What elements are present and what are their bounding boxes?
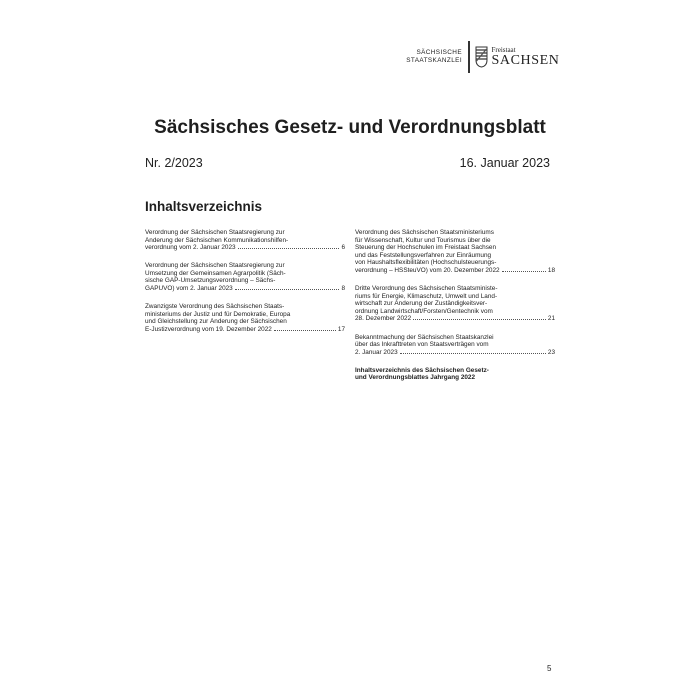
toc-entry-last-line xyxy=(145,285,345,293)
toc-entry-line: Umsetzung der Gemeinsamen Agrarpolitik (Säch- xyxy=(145,269,286,277)
document-title: Sächsisches Gesetz- und Verordnungsblatt xyxy=(154,117,546,138)
toc-entry-annual-index[interactable] xyxy=(355,367,555,382)
toc-entry-line: E-Justizverordnung vom 19. Dezember 2022 xyxy=(145,325,272,333)
toc-heading: Inhaltsverzeichnis xyxy=(145,199,263,214)
toc-entry[interactable] xyxy=(145,229,345,252)
toc-entry-last-line xyxy=(355,315,555,323)
toc-entry[interactable] xyxy=(145,303,345,333)
toc-entry-page: 23 xyxy=(547,348,555,356)
toc-entry-line: sische GAP-Umsetzungsverordnung – Sächs- xyxy=(145,277,276,285)
toc-entry[interactable] xyxy=(355,229,555,275)
toc-entry-line: Dritte Verordnung des Sächsischen Staatsministe- xyxy=(355,285,498,293)
toc-entry-line: für Wissenschaft, Kultur und Tourismus über die xyxy=(355,236,491,244)
toc-entry-line: und Verordnungsblattes Jahrgang 2022 xyxy=(355,374,476,382)
logo-divider xyxy=(468,41,470,73)
issue-number: Nr. 2/2023 xyxy=(145,156,203,170)
toc-entry-line: ministeriums der Justiz und für Demokratie, Europa xyxy=(145,310,291,318)
toc-entry-line: Verordnung des Sächsischen Staatsministeriums xyxy=(355,229,494,236)
toc-entry-line: von Haushaltsflexibilitäten (Hochschulsteuerungs- xyxy=(355,259,497,267)
dot-leader xyxy=(235,289,340,290)
toc-entry-page: 18 xyxy=(547,266,555,274)
issue-date: 16. Januar 2023 xyxy=(459,156,550,170)
toc-entry-last-line xyxy=(145,244,345,252)
dot-leader xyxy=(413,319,546,320)
staatskanzlei-wordmark xyxy=(392,49,462,66)
org-line-2: STAATSKANZLEI xyxy=(406,57,462,64)
toc-left-column xyxy=(145,229,345,344)
toc-entry-line: und Gleichstellung zur Änderung der Sächsischen xyxy=(145,318,287,326)
header-logo xyxy=(392,40,560,74)
toc-entry-line: riums für Energie, Klimaschutz, Umwelt und Land- xyxy=(355,292,498,300)
toc-entry-line: ordnung Landwirtschaft/Forsten/Gentechnik vom xyxy=(355,307,493,315)
toc-entry-line: GAPUVO) vom 2. Januar 2023 xyxy=(145,285,233,293)
toc-entry-line: über das Inkrafttreten von Staatsverträgen vom xyxy=(355,341,489,349)
toc-entry-line: wirtschaft zur Änderung der Zuständigkeitsver- xyxy=(355,300,488,308)
toc-entry[interactable] xyxy=(355,285,555,323)
toc-entry-page: 17 xyxy=(337,325,345,333)
dot-leader xyxy=(238,248,340,249)
toc-right-column xyxy=(355,229,555,393)
toc-entry-line: Inhaltsverzeichnis des Sächsischen Gesetz- xyxy=(355,366,489,374)
dot-leader xyxy=(502,271,546,272)
toc-entry[interactable] xyxy=(355,334,555,357)
toc-entry-page: 21 xyxy=(547,315,555,323)
dot-leader xyxy=(274,330,336,331)
dot-leader xyxy=(400,353,546,354)
sachsen-label: SACHSEN xyxy=(491,53,560,68)
freistaat-label: Freistaat xyxy=(491,46,516,54)
toc-entry-last-line xyxy=(355,267,555,275)
toc-entry-last-line xyxy=(355,349,555,357)
toc-entry-line: und das Feststellungsverfahren zur Einräumung xyxy=(355,251,492,259)
toc-entry[interactable] xyxy=(145,262,345,292)
toc-entry-line: Steuerung der Hochschulen im Freistaat Sachsen xyxy=(355,244,497,252)
toc-entry-line: Änderung der Sächsischen Kommunikationshilfen- xyxy=(145,236,289,244)
toc-entry-page: 6 xyxy=(341,244,345,252)
toc-entry-line: 2. Januar 2023 xyxy=(355,348,398,356)
toc-entry-page: 8 xyxy=(341,285,345,293)
toc-entry-line: Verordnung der Sächsischen Staatsregierung zur xyxy=(145,262,285,270)
toc-entry-line: Zwanzigste Verordnung des Sächsischen Staats- xyxy=(145,303,285,311)
toc-entry-line: verordnung vom 2. Januar 2023 xyxy=(145,244,236,252)
toc-entry-last-line xyxy=(145,326,345,334)
freistaat-sachsen-wordmark xyxy=(492,46,560,68)
saxony-coat-of-arms-icon xyxy=(475,46,488,68)
toc-entry-line: 28. Dezember 2022 xyxy=(355,315,412,323)
page-number: 5 xyxy=(547,664,552,673)
toc-entry-line: Verordnung der Sächsischen Staatsregierung zur xyxy=(145,229,285,236)
org-line-1: SÄCHSISCHE xyxy=(416,48,462,56)
toc-entry-line: verordnung – HSSteuVO) vom 20. Dezember 2022 xyxy=(355,266,500,274)
toc-entry-line: Bekanntmachung der Sächsischen Staatskanzlei xyxy=(355,333,494,341)
